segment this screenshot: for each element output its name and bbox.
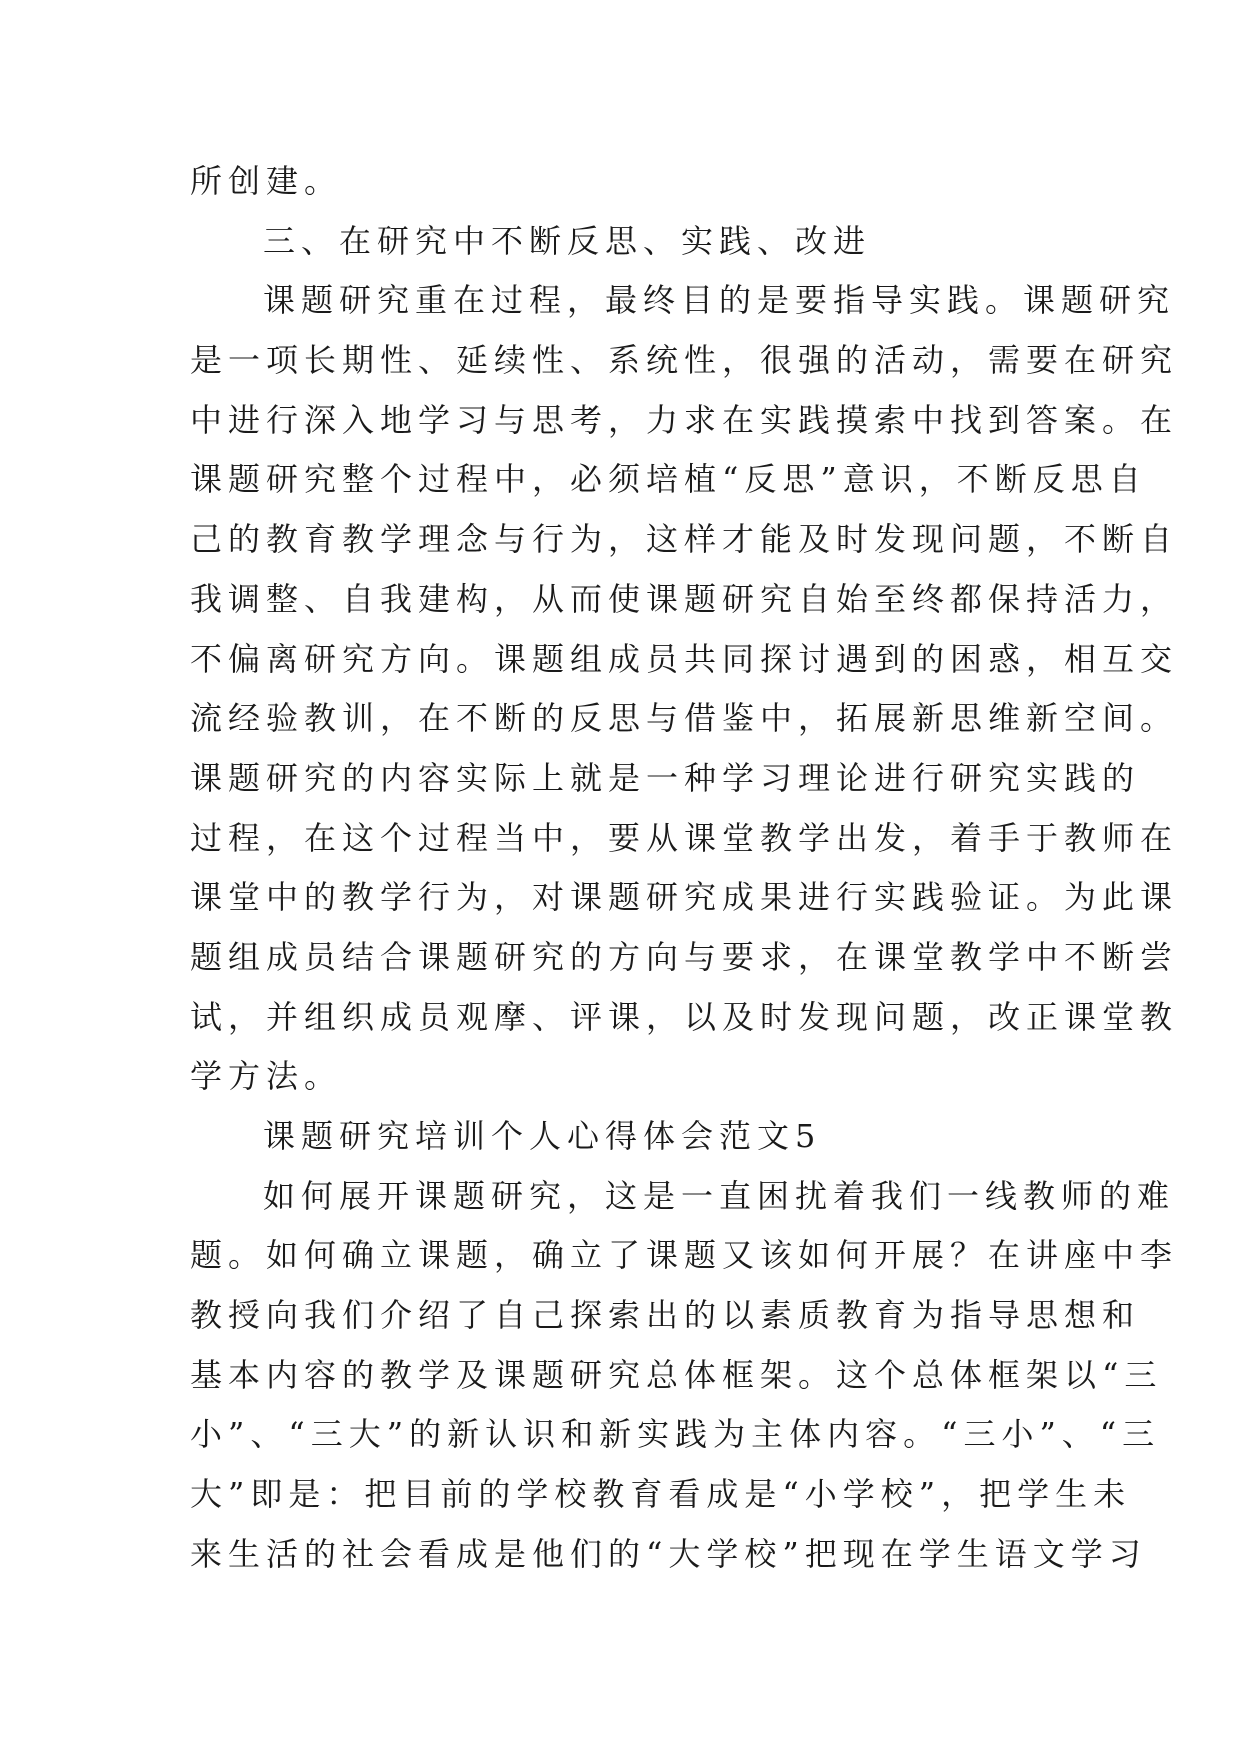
text-line: 题组成员结合课题研究的方向与要求，在课堂教学中不断尝: [190, 937, 1179, 976]
document-body: [190, 152, 1179, 1585]
text-line: 流经验教训，在不断的反思与借鉴中，拓展新思维新空间。: [190, 699, 1179, 738]
text-line: 教授向我们介绍了自己探索出的以素质教育为指导思想和: [190, 1296, 1141, 1335]
text-line: 小”、“三大”的新认识和新实践为主体内容。“三小”、“三: [190, 1415, 1161, 1454]
text-line: 己的教育教学理念与行为，这样才能及时发现问题，不断自: [190, 520, 1179, 559]
text-line: 大”即是：把目前的学校教育看成是“小学校”，把学生未: [190, 1475, 1132, 1514]
section-heading: 三、在研究中不断反思、实践、改进: [263, 221, 872, 260]
section-heading: 课题研究培训个人心得体会范文5: [263, 1117, 822, 1155]
text-line: 课题研究重在过程，最终目的是要指导实践。课题研究: [263, 281, 1176, 320]
text-line: 课题研究的内容实际上就是一种学习理论进行研究实践的: [190, 758, 1141, 797]
text-line: 我调整、自我建构，从而使课题研究自始至终都保持活力，: [190, 579, 1179, 618]
text-line: 来生活的社会看成是他们的“大学校”把现在学生语文学习: [190, 1534, 1147, 1573]
text-line: 学方法。: [190, 1057, 343, 1096]
text-line: 过程，在这个过程当中，要从课堂教学出发，着手于教师在: [190, 818, 1179, 857]
text-line: 是一项长期性、延续性、系统性，很强的活动，需要在研究: [190, 341, 1179, 380]
text-line: 基本内容的教学及课题研究总体框架。这个总体框架以“三: [190, 1355, 1163, 1394]
text-line: 如何展开课题研究，这是一直困扰着我们一线教师的难: [263, 1176, 1176, 1215]
text-line: 不偏离研究方向。课题组成员共同探讨遇到的困惑，相互交: [190, 639, 1179, 678]
text-line: 中进行深入地学习与思考，力求在实践摸索中找到答案。在: [190, 400, 1179, 439]
text-line: 课堂中的教学行为，对课题研究成果进行实践验证。为此课: [190, 878, 1179, 917]
text-line: 所创建。: [190, 162, 343, 200]
text-line: 题。如何确立课题，确立了课题又该如何开展？在讲座中李: [190, 1236, 1179, 1275]
text-line: 课题研究整个过程中，必须培植“反思”意识，不断反思自: [190, 460, 1147, 499]
text-line: 试，并组织成员观摩、评课，以及时发现问题，改正课堂教: [190, 997, 1179, 1036]
